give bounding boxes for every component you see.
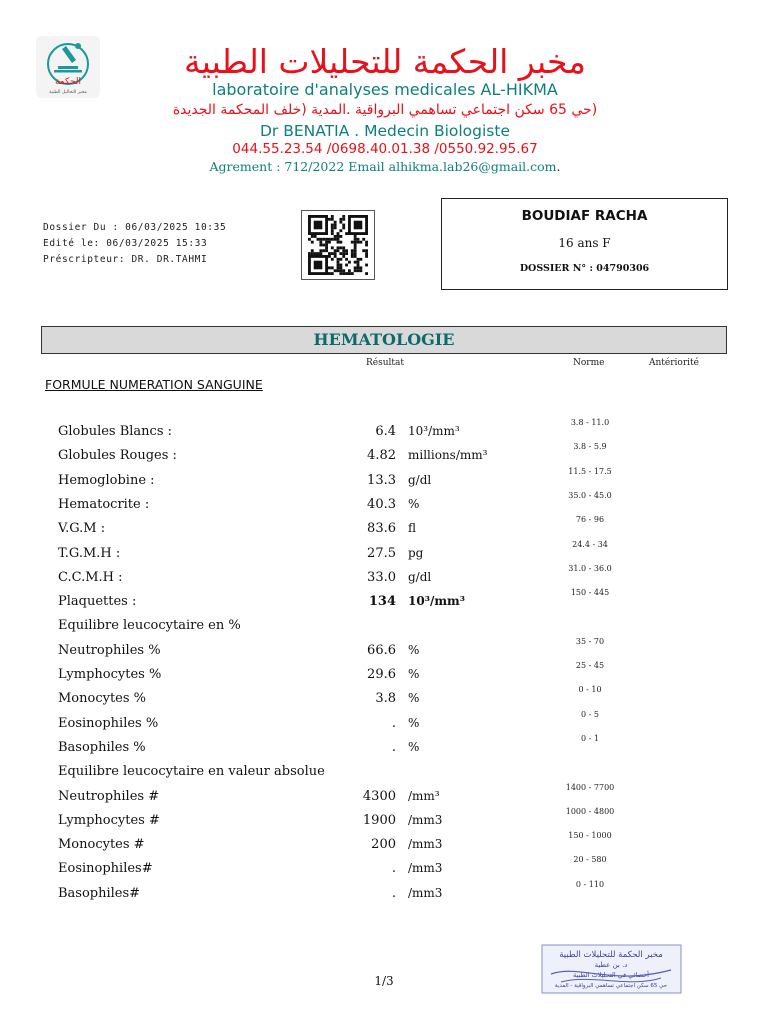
row-unit: /mm³ xyxy=(408,788,440,803)
row-value: 13.3 xyxy=(367,472,396,488)
row-norm: 35.0 - 45.0 xyxy=(568,490,612,500)
row-unit: % xyxy=(408,739,420,754)
agrement-period: . xyxy=(556,159,561,174)
subsection-title: FORMULE NUMERATION SANGUINE xyxy=(45,377,263,392)
row-unit: /mm3 xyxy=(408,885,443,900)
page-number: 1/3 xyxy=(374,974,394,988)
row-label: Neutrophiles # xyxy=(58,788,160,804)
table-row xyxy=(0,782,768,809)
row-value: . xyxy=(391,739,396,755)
row-norm: 24.4 - 34 xyxy=(572,539,608,549)
row-norm: 3.8 - 11.0 xyxy=(570,418,610,427)
row-unit: % xyxy=(408,715,420,730)
row-norm: 1000 - 4800 xyxy=(565,806,615,816)
table-row xyxy=(0,764,768,784)
row-label: Eosinophiles % xyxy=(58,715,159,731)
row-value: 1900 xyxy=(362,812,396,828)
agrement-email xyxy=(140,158,630,176)
lab-address: (حي 65 سكن اجتماعي تساهمي البرواقية .المدية (خلف المحكمة الجديدة xyxy=(172,102,598,118)
row-label: Lymphocytes % xyxy=(58,667,162,682)
table-row xyxy=(0,563,768,590)
row-label: Lymphocytes # xyxy=(58,812,160,828)
svg-text:الحكمة: الحكمة xyxy=(54,77,82,87)
row-unit: /mm3 xyxy=(408,812,443,827)
row-unit: /mm3 xyxy=(408,837,443,852)
row-label: Hemoglobine : xyxy=(58,472,155,488)
qr-code xyxy=(301,210,375,280)
row-label: Monocytes # xyxy=(58,837,145,853)
row-value: 66.6 xyxy=(367,642,396,658)
row-unit: 10³/mm³ xyxy=(408,424,460,438)
row-unit: /mm3 xyxy=(408,861,443,876)
row-unit: millions/mm³ xyxy=(408,448,488,463)
row-norm: 0 - 110 xyxy=(575,879,605,889)
microscope-icon xyxy=(36,36,100,98)
row-label: T.G.M.H : xyxy=(58,545,121,561)
row-label: Neutrophiles % xyxy=(58,642,161,658)
agrement-text: Agrement : 712/2022 Email alhikma.lab26@gmail.com xyxy=(209,159,557,174)
table-row xyxy=(0,418,768,444)
row-value: . xyxy=(391,861,396,877)
row-value: 4300 xyxy=(362,788,396,804)
row-label: Hematocrite : xyxy=(58,496,150,512)
row-unit: 10³/mm³ xyxy=(408,594,465,609)
table-row xyxy=(0,442,768,468)
row-value: 200 xyxy=(371,837,396,853)
row-value: . xyxy=(391,715,396,731)
doctor-name: Dr BENATIA . Medecin Biologiste xyxy=(260,122,510,140)
table-row xyxy=(0,618,768,638)
row-value: 40.3 xyxy=(367,496,396,512)
row-norm: 150 - 445 xyxy=(570,588,610,598)
column-anteriorite: Antériorité xyxy=(649,358,699,368)
row-norm: 11.5 - 17.5 xyxy=(568,466,612,476)
row-value: 3.8 xyxy=(375,691,396,707)
row-label: Globules Blancs : xyxy=(58,424,173,439)
row-norm: 0 - 1 xyxy=(581,733,599,743)
table-row xyxy=(0,466,768,493)
dossier-date: Dossier Du : 06/03/2025 10:35 xyxy=(43,222,227,233)
row-value: 33.0 xyxy=(367,569,396,585)
row-norm: 76 - 96 xyxy=(575,515,605,525)
row-norm: 0 - 10 xyxy=(578,685,602,695)
row-label: Basophiles % xyxy=(58,739,146,755)
row-value: 134 xyxy=(368,594,396,610)
row-value: 6.4 xyxy=(375,424,396,439)
table-row xyxy=(0,588,768,614)
table-row xyxy=(0,831,768,857)
row-label: Globules Rouges : xyxy=(58,448,177,464)
row-norm: 25 - 45 xyxy=(575,661,605,670)
row-norm: 35 - 70 xyxy=(575,636,605,646)
table-row xyxy=(0,806,768,833)
table-row xyxy=(0,709,768,736)
patient-age-sex: 16 ans F xyxy=(558,236,611,250)
svg-text:د. بن عطية: د. بن عطية xyxy=(594,961,628,969)
row-value: 4.82 xyxy=(367,448,396,464)
row-unit: g/dl xyxy=(408,569,432,584)
column-norme: Norme xyxy=(573,358,605,368)
table-row xyxy=(0,636,768,663)
patient-info-box xyxy=(441,198,728,290)
lab-logo xyxy=(36,36,100,98)
row-unit: % xyxy=(408,496,420,511)
svg-text:مخبر الحكمة للتحليلات الطبية: مخبر الحكمة للتحليلات الطبية xyxy=(559,950,663,960)
row-norm: 150 - 1000 xyxy=(568,831,612,841)
row-value: 83.6 xyxy=(367,521,396,537)
row-value: 27.5 xyxy=(367,545,396,561)
row-unit: g/dl xyxy=(408,472,432,487)
patient-name: BOUDIAF RACHA xyxy=(521,208,648,224)
row-label: V.G.M : xyxy=(58,521,106,537)
svg-text:مخبر التحاليل الطبية: مخبر التحاليل الطبية xyxy=(49,90,87,95)
row-label: Basophiles# xyxy=(58,885,141,901)
row-value: . xyxy=(391,885,396,901)
section-title: HEMATOLOGIE xyxy=(41,326,727,354)
row-label: Eosinophiles# xyxy=(58,861,153,877)
row-label: Equilibre leucocytaire en valeur absolue xyxy=(58,764,325,780)
table-row xyxy=(0,879,768,906)
table-row xyxy=(0,855,768,881)
row-norm: 20 - 580 xyxy=(573,855,607,865)
table-row xyxy=(0,733,768,760)
row-norm: 1400 - 7700 xyxy=(565,782,615,792)
prescriber: Préscripteur: DR. DR.TAHMI xyxy=(43,254,208,265)
row-unit: % xyxy=(408,642,420,657)
column-resultat: Résultat xyxy=(366,358,404,368)
table-row xyxy=(0,661,768,687)
row-unit: % xyxy=(408,691,420,706)
row-label: Equilibre leucocytaire en % xyxy=(58,618,241,634)
phone-numbers: 044.55.23.54 /0698.40.01.38 /0550.92.95.67 xyxy=(232,141,538,157)
row-unit: % xyxy=(408,667,420,681)
lab-name: laboratoire d'analyses medicales AL-HIKMA xyxy=(212,80,558,99)
table-row xyxy=(0,685,768,711)
row-label: Monocytes % xyxy=(58,691,147,707)
table-row xyxy=(0,490,768,517)
row-norm: 0 - 5 xyxy=(581,709,599,719)
edit-date: Edité le: 06/03/2025 15:33 xyxy=(43,238,208,249)
svg-text:أخصائي في التحليلات الطبية: أخصائي في التحليلات الطبية xyxy=(573,971,649,979)
row-label: C.C.M.H : xyxy=(58,569,123,585)
qr-code-icon xyxy=(306,215,370,275)
svg-text:حي 65 سكن اجتماعي تساهمي البرو: حي 65 سكن اجتماعي تساهمي البرواقية - المدية xyxy=(554,983,668,989)
dossier-number: DOSSIER N° : 04790306 xyxy=(519,263,650,274)
table-row xyxy=(0,539,768,566)
row-norm: 31.0 - 36.0 xyxy=(568,563,612,573)
row-label: Plaquettes : xyxy=(58,594,137,610)
row-value: 29.6 xyxy=(367,667,396,682)
row-norm: 3.8 - 5.9 xyxy=(573,442,607,452)
row-unit: pg xyxy=(408,545,424,560)
row-unit: fl xyxy=(408,521,417,536)
lab-arabic-title: مخبر الحكمة للتحليلات الطبية xyxy=(184,42,586,81)
table-row xyxy=(0,515,768,541)
